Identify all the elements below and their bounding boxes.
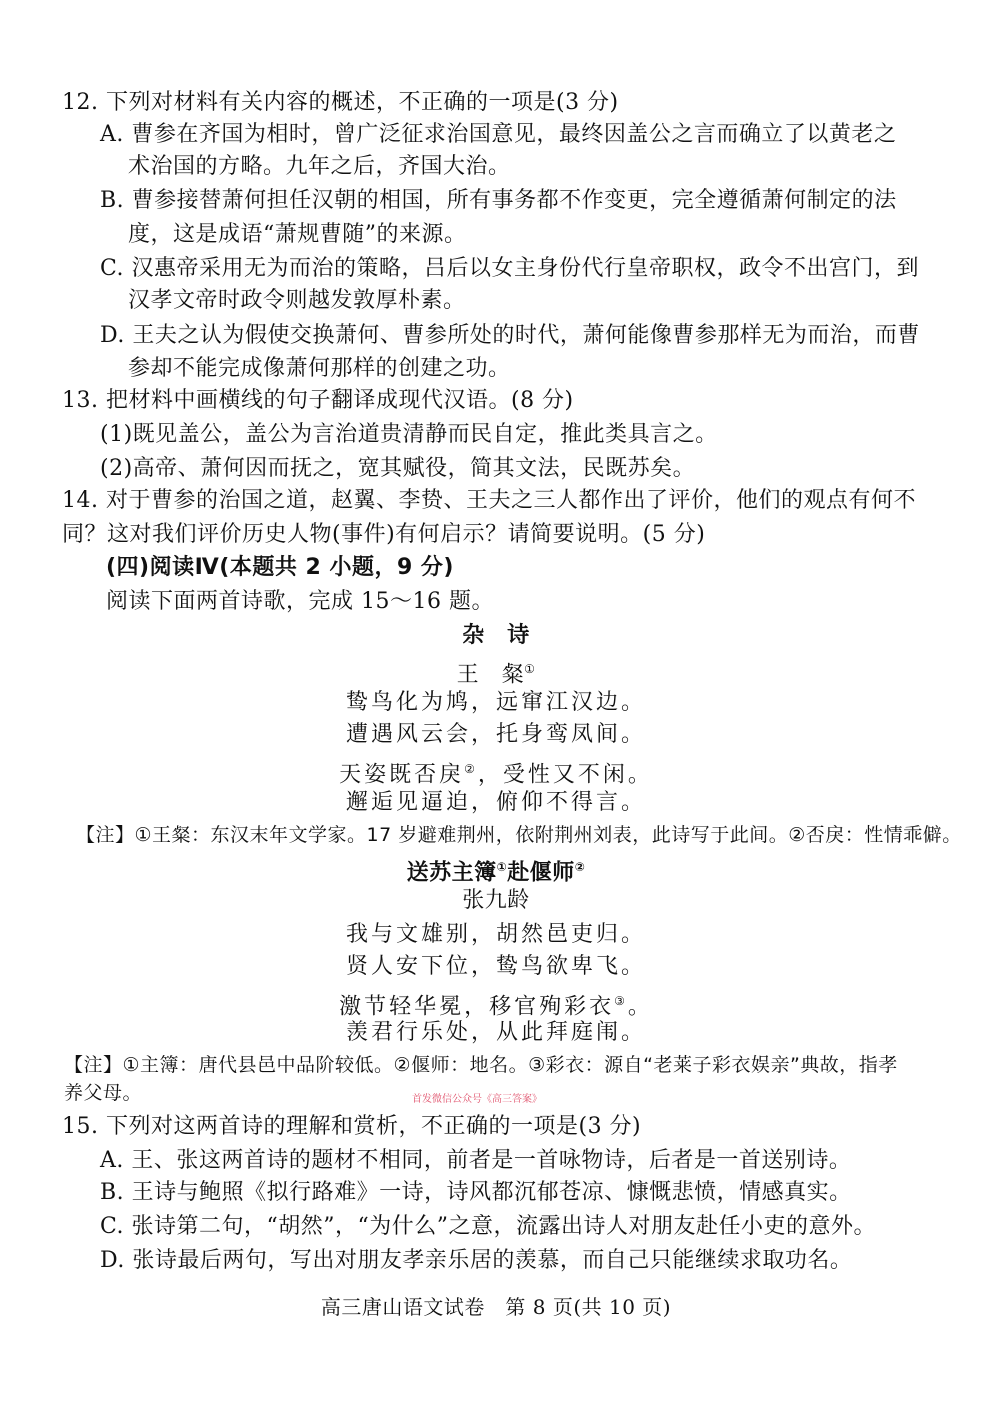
poem2-line-1: 我与文雄别，胡然邑吏归。: [345, 922, 646, 947]
q12-option-b-line2: 度，这是成语“萧规曹随”的来源。: [128, 222, 467, 247]
poem1-line-4: 邂逅见逼迫，俯仰不得言。: [345, 790, 646, 815]
q12-option-d-line2: 参却不能完成像萧何那样的创建之功。: [128, 356, 511, 381]
poem2-title-mark2: ②: [574, 860, 586, 874]
poem1-author-mark: ①: [524, 662, 536, 676]
poem1-line-3-head: 天姿既否戾: [339, 762, 465, 788]
q13-stem: 13. 把材料中画横线的句子翻译成现代汉语。(8 分): [62, 388, 574, 413]
watermark-text: 首发微信公众号《高三答案》: [412, 1094, 542, 1105]
q14-line2: 同？这对我们评价历史人物(事件)有何启示？请简要说明。(5 分): [62, 522, 706, 547]
poem1-line-2: 遭遇风云会，托身鸾凤间。: [345, 722, 646, 747]
section-heading: (四)阅读Ⅳ(本题共 2 小题，9 分): [106, 555, 454, 580]
poem2-note-line2: 养父母。: [64, 1082, 143, 1104]
poem1-line-3-mark: ②: [464, 762, 478, 776]
poem2-line-3-head: 激节轻华冕，移官殉彩衣: [339, 994, 615, 1020]
q12-option-d-line1: D. 王夫之认为假使交换萧何、曹参所处的时代，萧何能像曹参那样无为而治，而曹: [100, 323, 920, 348]
poem1-note: 【注】①王粲：东汉末年文学家。17 岁避难荆州，依附荆州刘表，此诗写于此间。②否戾：性情乖僻。: [76, 824, 962, 846]
q12-option-b-line1: B. 曹参接替萧何担任汉朝的相国，所有事务都不作变更，完全遵循萧何制定的法: [100, 188, 897, 213]
q12-option-c-line1: C. 汉惠帝采用无为而治的策略，吕后以女主身份代行皇帝职权，政令不出宫门，到: [100, 256, 920, 281]
q15-option-a: A. 王、张这两首诗的题材不相同，前者是一首咏物诗，后者是一首送别诗。: [100, 1148, 852, 1173]
poem2-line-3-tail: 。: [627, 994, 653, 1020]
poem2-note-line1: 【注】①主簿：唐代县邑中品阶较低。②偃师：地名。③彩衣：源自“老莱子彩衣娱亲”典故，指孝: [64, 1054, 898, 1076]
poem2-title-mark1: ①: [496, 860, 508, 874]
poem1-line-3-tail: ，受性又不闲。: [477, 762, 653, 788]
q15-option-c: C. 张诗第二句，“胡然”，“为什么”之意，流露出诗人对朋友赴任小吏的意外。: [100, 1214, 877, 1239]
poem2-author: 张九龄: [462, 888, 530, 913]
poem1-author: 王 粲: [456, 662, 525, 688]
q15-option-b: B. 王诗与鲍照《拟行路难》一诗，诗风都沉郁苍凉、慷慨悲愤，情感真实。: [100, 1180, 852, 1205]
poem2-line-4: 羡君行乐处，从此拜庭闱。: [345, 1020, 646, 1045]
q12-option-a-line1: A. 曹参在齐国为相时，曾广泛征求治国意见，最终因盖公之言而确立了以黄老之: [100, 122, 897, 147]
q12-stem: 12. 下列对材料有关内容的概述，不正确的一项是(3 分): [62, 90, 619, 115]
poem2-title-a: 送苏主簿: [406, 860, 497, 886]
q13-sentence-2: (2)高帝、萧何因而抚之，宽其赋役，简其文法，民既苏矣。: [100, 456, 696, 481]
q15-stem: 15. 下列对这两首诗的理解和赏析，不正确的一项是(3 分): [62, 1114, 642, 1139]
poem2-title-b: 赴偃师: [507, 860, 575, 886]
q12-option-c-line2: 汉孝文帝时政令则越发敦厚朴素。: [128, 288, 466, 313]
q13-sentence-1: (1)既见盖公，盖公为言治道贵清静而民自定，推此类具言之。: [100, 422, 718, 447]
poem2-line-2: 贤人安下位，鸷鸟欲卑飞。: [345, 954, 646, 979]
section-instruction: 阅读下面两首诗歌，完成 15～16 题。: [106, 589, 494, 614]
page-footer: 高三唐山语文试卷 第 8 页(共 10 页): [320, 1295, 672, 1319]
q14-line1: 14. 对于曹参的治国之道，赵翼、李贽、王夫之三人都作出了评价，他们的观点有何不: [62, 488, 916, 513]
q12-option-a-line2: 术治国的方略。九年之后，齐国大治。: [128, 154, 511, 179]
poem1-title: 杂 诗: [462, 623, 530, 648]
poem1-line-1: 鸷鸟化为鸠，远窜江汉边。: [345, 690, 646, 715]
poem2-line-3-mark: ③: [614, 994, 628, 1008]
q15-option-d: D. 张诗最后两句，写出对朋友孝亲乐居的羡慕，而自己只能继续求取功名。: [100, 1248, 853, 1273]
